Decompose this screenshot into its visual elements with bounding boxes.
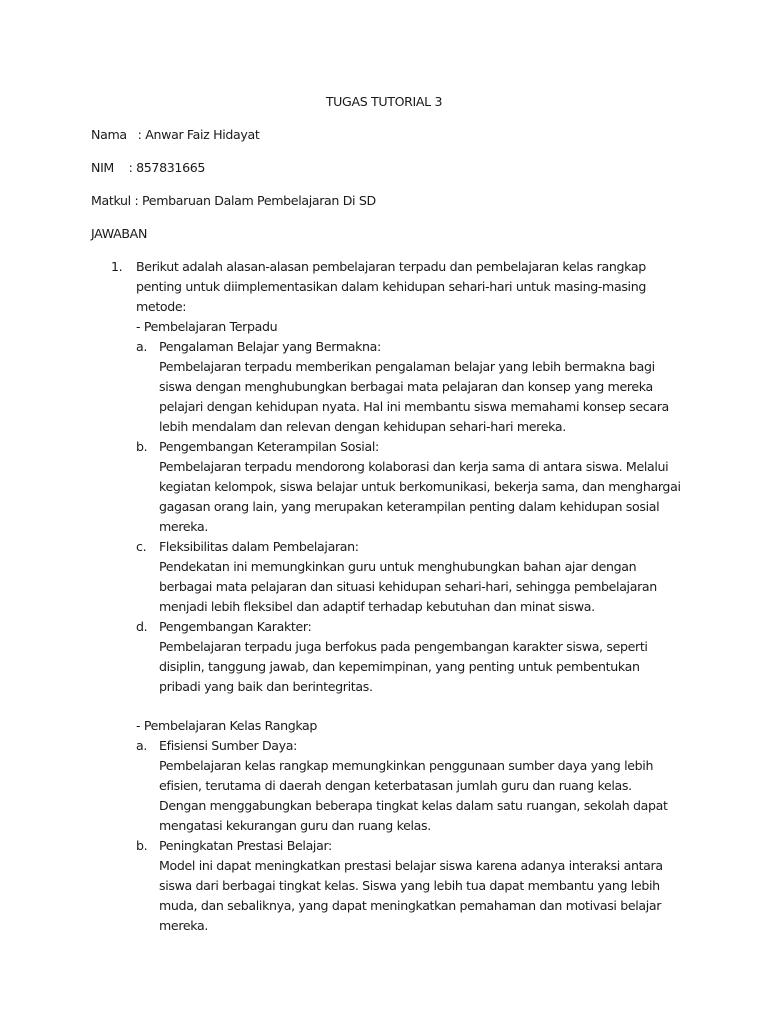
- list-item: [91, 437, 681, 457]
- list-letter: c.: [136, 539, 147, 554]
- answer-block-2: [91, 716, 681, 936]
- matkul-line: Matkul : Pembaruan Dalam Pembelajaran Di SD: [91, 193, 376, 208]
- list-letter: a.: [136, 738, 148, 753]
- nim-line: NIM : 857831665: [91, 160, 206, 175]
- list-item: [91, 337, 681, 357]
- list-item-desc: Pembelajaran terpadu memberikan pengalaman belajar yang lebih bermakna bagi siswa dengan menghubungkan berbagai mata pelajaran dan konsep yang mereka pelajari dengan kehidupan nyata. Hal ini membantu siswa memahami konsep secara lebih mendalam dan relevan dengan kehidupan sehari-hari mereka.: [159, 359, 669, 434]
- list-item: [91, 836, 681, 856]
- list-letter: b.: [136, 838, 148, 853]
- section-heading-kelas-rangkap: - Pembelajaran Kelas Rangkap: [136, 718, 318, 733]
- list-item: [91, 617, 681, 637]
- list-item: [91, 537, 681, 557]
- list-item-title: Pengembangan Keterampilan Sosial:: [159, 439, 379, 454]
- list-item-desc: Model ini dapat meningkatkan prestasi belajar siswa karena adanya interaksi antara siswa dari berbagai tingkat kelas. Siswa yang lebih tua dapat membantu yang lebih muda, dan sebaliknya, yang dapat meningkatkan pemahaman dan motivasi belajar mereka.: [159, 858, 663, 933]
- answer-label: JAWABAN: [91, 226, 148, 241]
- list-item-title: Pengalaman Belajar yang Bermakna:: [159, 339, 381, 354]
- list-item-desc: Pembelajaran terpadu mendorong kolaborasi dan kerja sama di antara siswa. Melalui kegiatan kelompok, siswa belajar untuk berkomunikasi, bekerja sama, dan menghargai gagasan orang lain, yang merupakan keterampilan penting dalam kehidupan sosial mereka.: [159, 459, 681, 534]
- list-item-desc: Pembelajaran terpadu juga berfokus pada pengembangan karakter siswa, seperti disiplin, tanggung jawab, dan kepemimpinan, yang penting untuk pembentukan pribadi yang baik dan berintegritas.: [159, 639, 648, 694]
- list-item-desc: Pembelajaran kelas rangkap memungkinkan penggunaan sumber daya yang lebih efisien, terutama di daerah dengan keterbatasan jumlah guru dan ruang kelas. Dengan menggabungkan beberapa tingkat kelas dalam satu ruangan, sekolah dapat mengatasi kekurangan guru dan ruang kelas.: [159, 758, 668, 833]
- list-item-desc: Pendekatan ini memungkinkan guru untuk menghubungkan bahan ajar dengan berbagai mata pelajaran dan situasi kehidupan sehari-hari, sehingga pembelajaran menjadi lebih fleksibel dan adaptif terhadap kebutuhan dan minat siswa.: [159, 559, 657, 614]
- list-item-title: Efisiensi Sumber Daya:: [159, 738, 298, 753]
- question-text: Berikut adalah alasan-alasan pembelajaran terpadu dan pembelajaran kelas rangkap penting untuk diimplementasikan dalam kehidupan sehari-hari untuk masing-masing metode:: [136, 259, 646, 314]
- question-item: [91, 257, 681, 317]
- list-letter: b.: [136, 439, 148, 454]
- name-line: Nama : Anwar Faiz Hidayat: [91, 127, 260, 142]
- list-item: [91, 736, 681, 756]
- document-title: TUGAS TUTORIAL 3: [325, 94, 443, 109]
- answer-block-1: [91, 257, 681, 697]
- question-number: 1.: [111, 259, 123, 274]
- section-heading-terpadu: - Pembelajaran Terpadu: [136, 319, 278, 334]
- list-item-title: Fleksibilitas dalam Pembelajaran:: [159, 539, 359, 554]
- list-letter: d.: [136, 619, 148, 634]
- list-letter: a.: [136, 339, 148, 354]
- list-item-title: Pengembangan Karakter:: [159, 619, 312, 634]
- list-item-title: Peningkatan Prestasi Belajar:: [159, 838, 332, 853]
